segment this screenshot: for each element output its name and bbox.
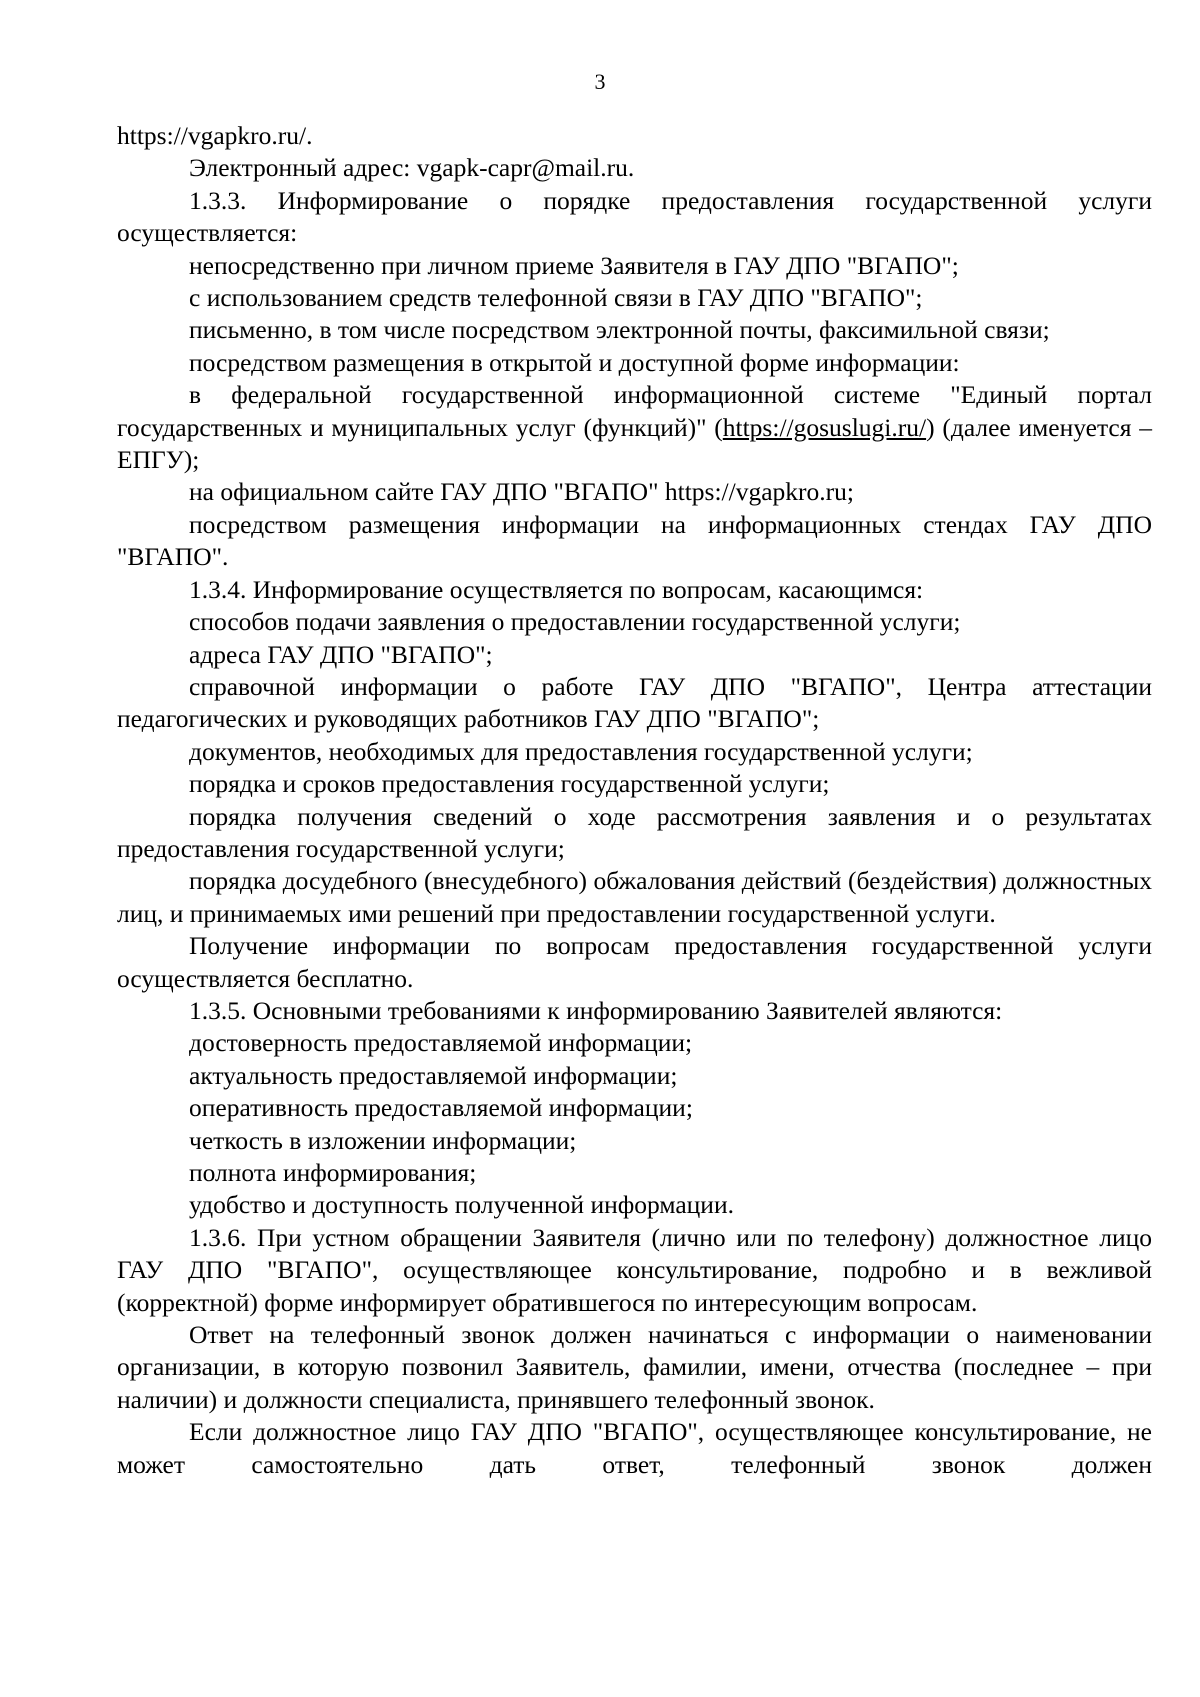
paragraph: 1.3.6. При устном обращении Заявителя (лично или по телефону) должностное лицо ГАУ ДПО "ВГАПО", осуществляющее консультирование, подробно и в вежливой (корректной) форме информирует обратившегося по интересующим вопросам. [117, 1222, 1152, 1317]
paragraph: удобство и доступность полученной информации. [189, 1190, 734, 1220]
paragraph [117, 379, 1152, 476]
paragraph: 1.3.4. Информирование осуществляется по вопросам, касающимся: [189, 574, 924, 604]
paragraph: достоверность предоставляемой информации; [189, 1028, 693, 1058]
paragraph: порядка получения сведений о ходе рассмотрения заявления и о результатах предоставления государственной услуги; [117, 801, 1152, 863]
paragraph: посредством размещения в открытой и доступной форме информации: [189, 347, 960, 377]
paragraph-text: в федеральной государственной информационной системе "Единый портал государственных и муниципальных услуг (функций)" ( [117, 380, 1152, 442]
paragraph: оперативность предоставляемой информации; [189, 1093, 693, 1123]
paragraph-text: ) (далее именуется – ЕПГУ); [117, 412, 1152, 475]
paragraph: актуальность предоставляемой информации; [189, 1060, 678, 1090]
document-body [117, 120, 1152, 1481]
paragraph: Получение информации по вопросам предоставления государственной услуги осуществляется бесплатно. [117, 931, 1152, 993]
paragraph: 1.3.3. Информирование о порядке предоставления государственной услуги осуществляется: [117, 185, 1152, 248]
paragraph: четкость в изложении информации; [189, 1125, 577, 1155]
paragraph: https://vgapkro.ru/. [117, 121, 313, 150]
paragraph: посредством размещения информации на информационных стендах ГАУ ДПО "ВГАПО". [117, 509, 1152, 572]
paragraph: Электронный адрес: vgapk-capr@mail.ru. [189, 153, 635, 183]
paragraph: непосредственно при личном приеме Заявителя в ГАУ ДПО "ВГАПО"; [189, 250, 959, 280]
gosuslugi-link[interactable]: https://gosuslugi.ru/ [722, 412, 927, 442]
paragraph: порядка досудебного (внесудебного) обжалования действий (бездействия) должностных лиц, и принимаемых ими решений при предоставлении государственной услуги. [117, 866, 1152, 928]
paragraph: справочной информации о работе ГАУ ДПО "ВГАПО", Центра аттестации педагогических и руководящих работников ГАУ ДПО "ВГАПО"; [117, 671, 1152, 734]
paragraph: порядка и сроков предоставления государственной услуги; [189, 769, 830, 799]
paragraph: документов, необходимых для предоставления государственной услуги; [189, 736, 973, 766]
paragraph: 1.3.5. Основными требованиями к информированию Заявителей являются: [189, 995, 1003, 1025]
paragraph: способов подачи заявления о предоставлении государственной услуги; [189, 607, 961, 637]
paragraph: Если должностное лицо ГАУ ДПО "ВГАПО", осуществляющее консультирование, не может самостоятельно дать ответ, телефонный звонок должен [117, 1417, 1152, 1479]
page-number: 3 [594, 69, 606, 94]
paragraph: на официальном сайте ГАУ ДПО "ВГАПО" https://vgapkro.ru; [189, 477, 854, 507]
paragraph: адреса ГАУ ДПО "ВГАПО"; [189, 639, 493, 669]
paragraph: Ответ на телефонный звонок должен начинаться с информации о наименовании организации, в которую позвонил Заявитель, фамилии, имени, отчества (последнее – при наличии) и должности специалиста, принявшего телефонный звонок. [117, 1320, 1152, 1414]
paragraph: полнота информирования; [189, 1158, 477, 1187]
paragraph: письменно, в том числе посредством электронной почты, факсимильной связи; [189, 315, 1050, 345]
paragraph: с использованием средств телефонной связи в ГАУ ДПО "ВГАПО"; [189, 283, 923, 313]
